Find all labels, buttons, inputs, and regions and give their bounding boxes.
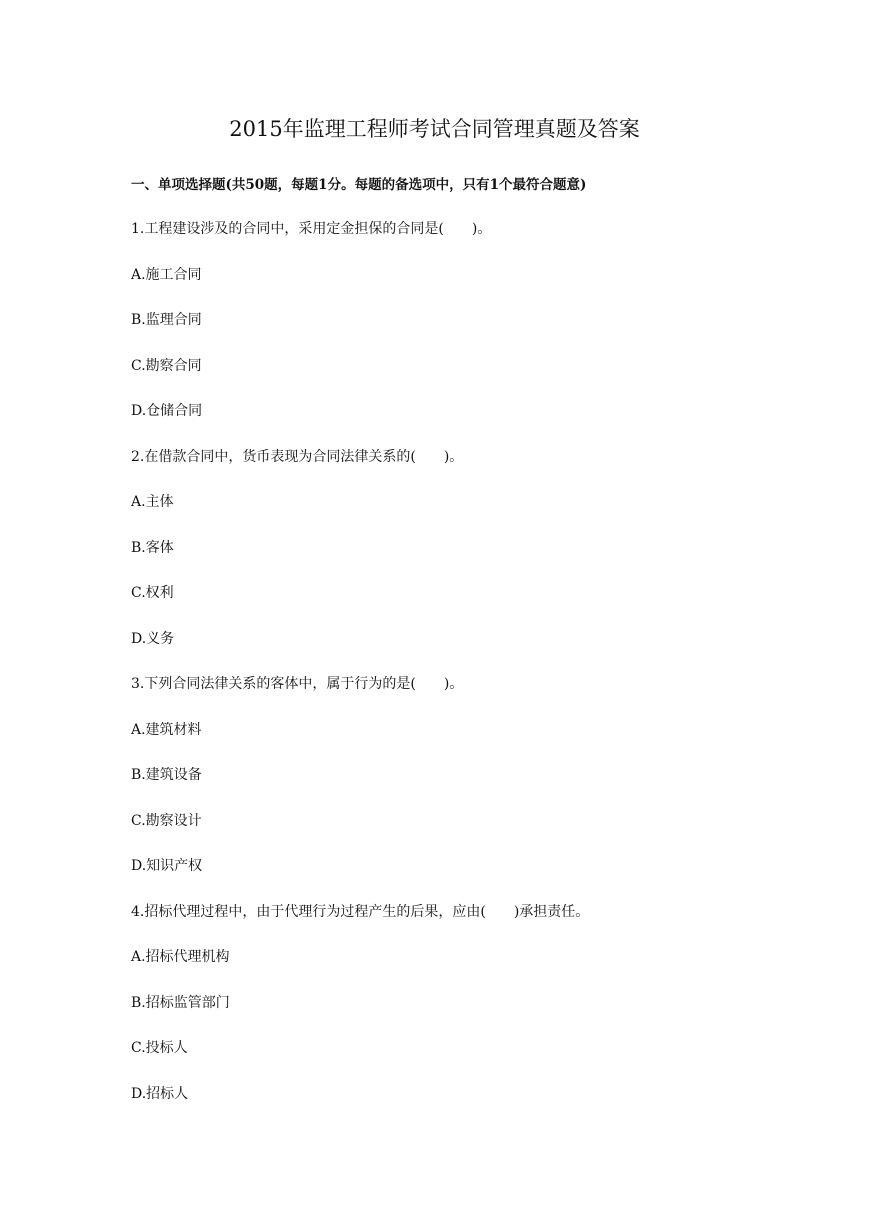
question-4-option-c: C.投标人	[131, 1040, 188, 1056]
question-1-option-a: A.施工合同	[131, 267, 202, 283]
question-2-option-b: B.客体	[131, 540, 174, 556]
question-2-option-c: C.权利	[131, 585, 174, 601]
question-4-option-a: A.招标代理机构	[131, 949, 230, 965]
question-3-stem: 3.下列合同法律关系的客体中，属于行为的是( )。	[131, 676, 464, 692]
document-title: 2015年监理工程师考试合同管理真题及答案	[229, 117, 640, 141]
question-4-option-b: B.招标监管部门	[131, 995, 230, 1011]
question-3-option-b: B.建筑设备	[131, 767, 202, 783]
question-1-option-d: D.仓储合同	[131, 403, 203, 419]
question-2-option-d: D.义务	[131, 631, 175, 647]
question-3-option-c: C.勘察设计	[131, 813, 202, 829]
question-3-option-a: A.建筑材料	[131, 722, 202, 738]
question-3-option-d: D.知识产权	[131, 858, 203, 874]
question-2-option-a: A.主体	[131, 494, 174, 510]
section-heading: 一、单项选择题(共50题，每题1分。每题的备选项中，只有1个最符合题意)	[131, 177, 587, 193]
question-4-stem: 4.招标代理过程中，由于代理行为过程产生的后果，应由( )承担责任。	[131, 904, 590, 920]
question-1-stem: 1.工程建设涉及的合同中，采用定金担保的合同是( )。	[131, 221, 492, 237]
question-4-option-d: D.招标人	[131, 1086, 189, 1102]
question-2-stem: 2.在借款合同中，货币表现为合同法律关系的( )。	[131, 449, 464, 465]
question-1-option-c: C.勘察合同	[131, 358, 202, 374]
question-1-option-b: B.监理合同	[131, 312, 202, 328]
